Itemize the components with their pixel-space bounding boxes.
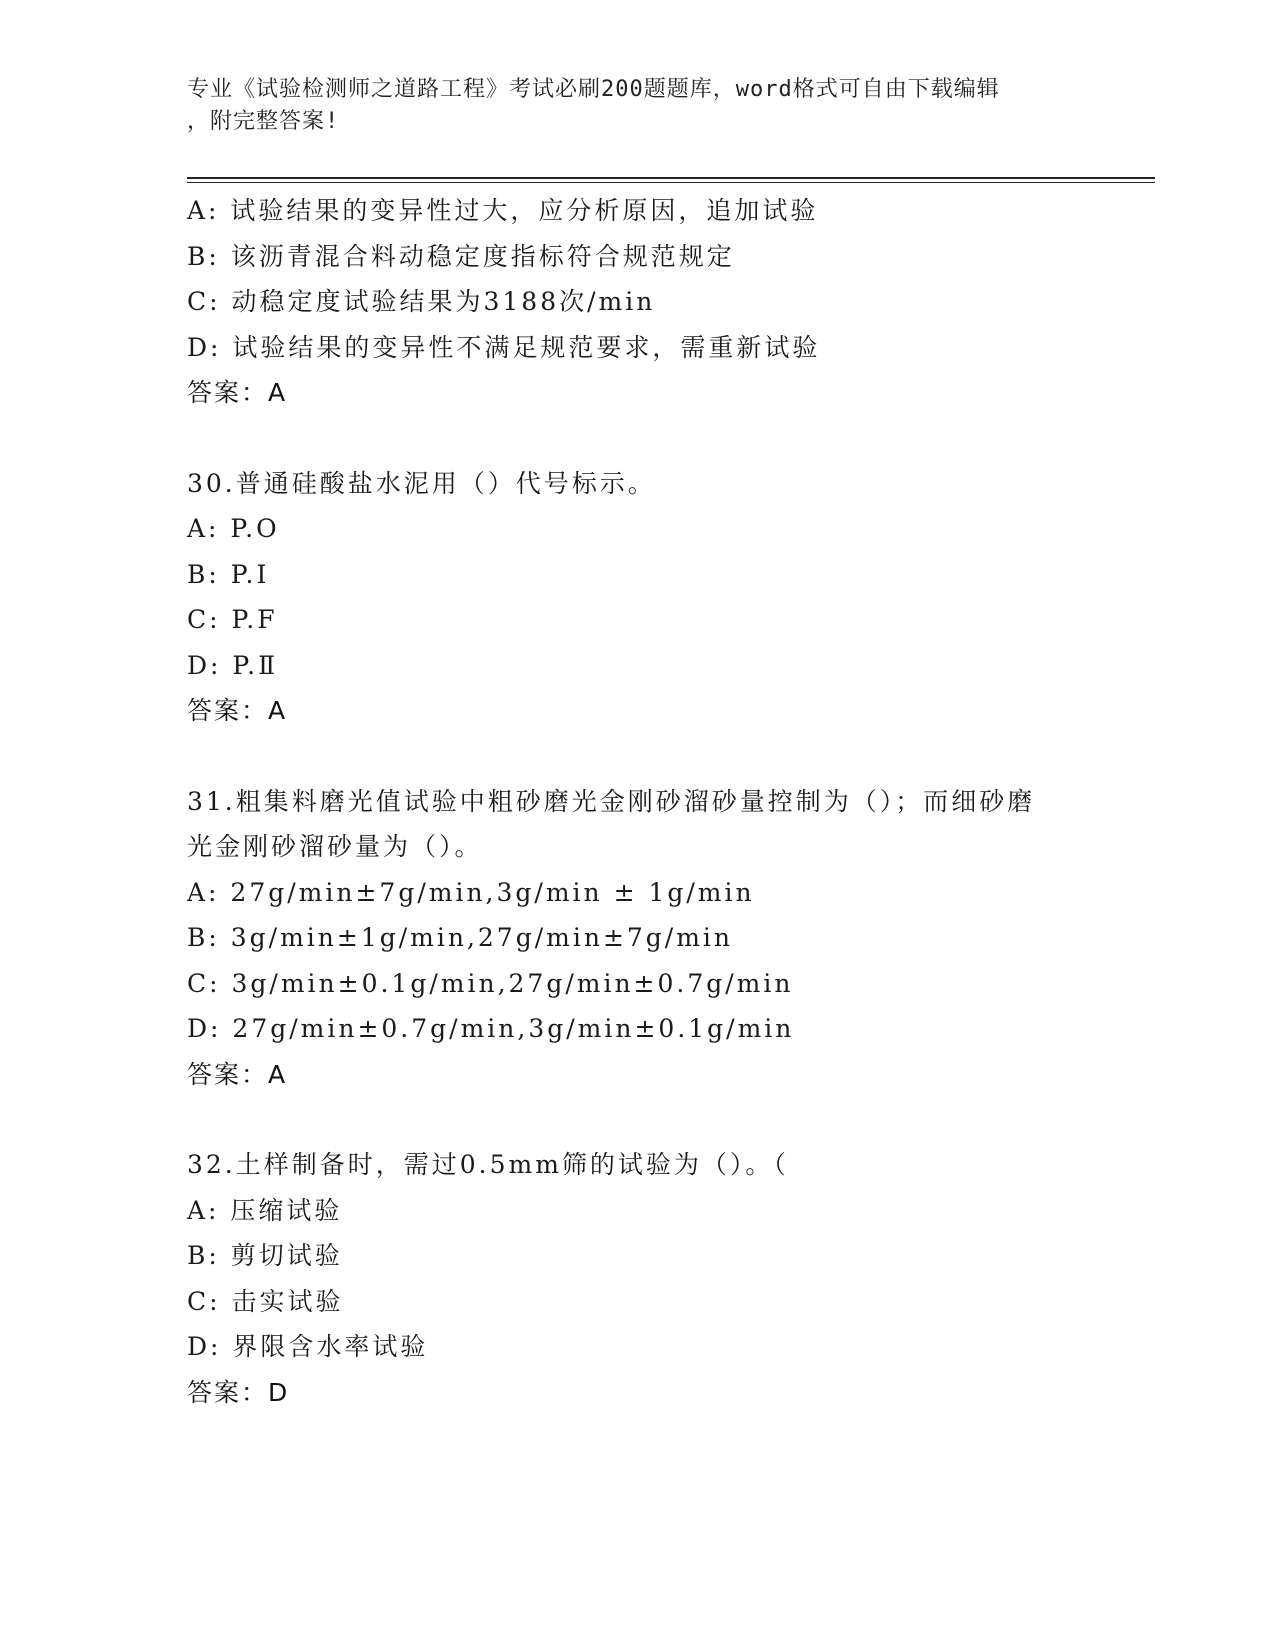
answer-line: 答案：A: [187, 378, 288, 407]
option-b: B: 3g/min±1g/min,27g/min±7g/min: [187, 923, 734, 952]
option-c: C: 3g/min±0.1g/min,27g/min±0.7g/min: [187, 968, 794, 998]
question-text-line1: 31.粗集料磨光值试验中粗砂磨光金刚砂溜砂量控制为（）；而细砂磨: [187, 786, 1036, 816]
option-b: B: P.Ⅰ: [187, 559, 270, 589]
answer-line: 答案：A: [187, 696, 288, 725]
spacer: [187, 1097, 1127, 1142]
option-c: C: 击实试验: [187, 1286, 344, 1316]
question-block-32: [187, 1142, 1127, 1415]
option-d: D: 界限含水率试验: [187, 1332, 429, 1361]
header-divider-thin: [187, 182, 1155, 183]
question-block-30: [187, 461, 1127, 734]
question-content: [187, 188, 1127, 1415]
option-b: B: 剪切试验: [187, 1241, 343, 1270]
option-d: D: P.Ⅱ: [187, 650, 279, 680]
question-text: 32.土样制备时，需过0.5mm筛的试验为（）。（: [187, 1150, 789, 1179]
option-a: A: 27g/min±7g/min,3g/min ± 1g/min: [187, 877, 755, 907]
document-header: [187, 74, 1067, 138]
answer-line: 答案：D: [187, 1377, 290, 1407]
option-a: A: 压缩试验: [187, 1195, 343, 1225]
question-block-29: [187, 188, 1127, 416]
option-b: B: 该沥青混合料动稳定度指标符合规范规定: [187, 241, 735, 271]
spacer: [187, 734, 1127, 779]
option-d: D: 27g/min±0.7g/min,3g/min±0.1g/min: [187, 1014, 795, 1043]
answer-line: 答案：A: [187, 1059, 288, 1089]
spacer: [187, 416, 1127, 461]
option-c: C: P.F: [187, 605, 278, 634]
header-title-line1: 专业《试验检测师之道路工程》考试必刷200题题库，word格式可自由下载编辑: [187, 77, 1000, 102]
header-title-line2: ，附完整答案!: [187, 109, 340, 134]
question-text-line2: 光金刚砂溜砂量为（）。: [187, 832, 483, 861]
question-block-31: [187, 779, 1127, 1098]
option-c: C: 动稳定度试验结果为3188次/min: [187, 287, 656, 316]
header-divider-thick: [187, 177, 1155, 179]
question-text: 30.普通硅酸盐水泥用（）代号标示。: [187, 468, 656, 498]
option-d: D: 试验结果的变异性不满足规范要求，需重新试验: [187, 332, 821, 362]
option-a: A: 试验结果的变异性过大，应分析原因，追加试验: [187, 196, 819, 225]
option-a: A: P.O: [187, 514, 280, 543]
